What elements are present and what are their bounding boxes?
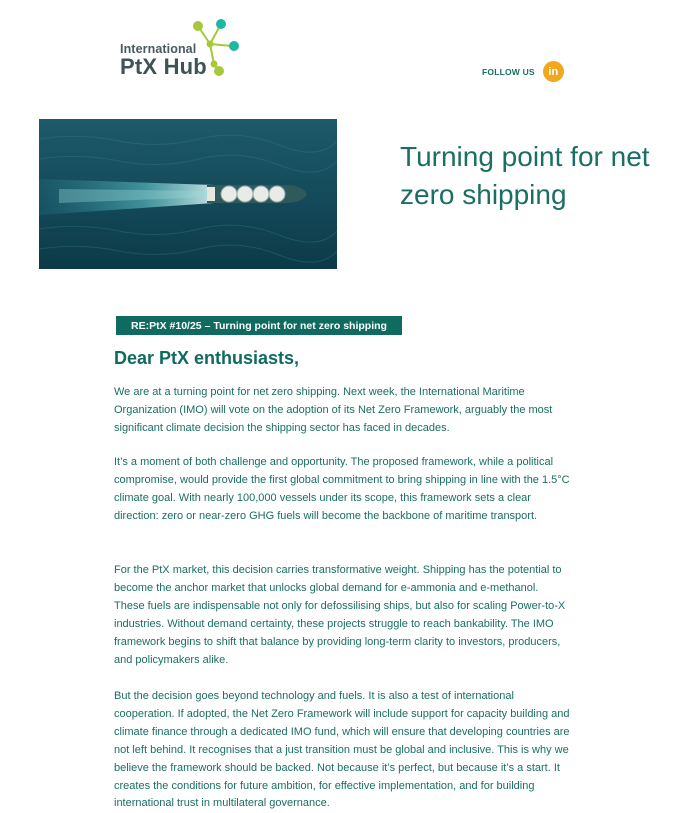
ptx-hub-logo[interactable]	[120, 18, 250, 82]
logo-text-ptx-hub: PtX Hub	[120, 54, 207, 79]
issue-banner: RE:PtX #10/25 – Turning point for net zero shipping	[116, 316, 402, 335]
follow-us-label: FOLLOW US	[482, 66, 535, 77]
logo-text-international: International	[120, 42, 197, 56]
greeting: Dear PtX enthusiasts,	[114, 348, 300, 368]
paragraph-1: We are at a turning point for net zero shipping. Next week, the International Maritime Organization (IMO) will vote on the adoption of its Net Zero Framework, arguably the most significant climate decision the shipping sector has faced in decades.	[114, 386, 553, 434]
paragraph-3: For the PtX market, this decision carries transformative weight. Shipping has the potential to become the anchor market that unlocks global demand for e-ammonia and e-methanol. These fuels are indispensable not only for defossilising ships, but also for scaling Power-to-X industries. Without demand certainty, these projects struggle to reach bankability. The IMO framework begins to shift that balance by providing long-term clarity to investors, producers, and policymakers alike.	[114, 564, 566, 666]
paragraph-4: But the decision goes beyond technology and fuels. It is also a test of international cooperation. If adopted, the Net Zero Framework will include support for capacity building and climate finance through a dedicated IMO fund, which will ensure that developing countries are not left behind. It recognises that a just transition must be global and inclusive. This is why we believe the framework should be backed. Not because it’s perfect, but because it’s a start. It creates the conditions for future ambition, for effective implementation, and for building international trust in multilateral governance.	[114, 690, 570, 810]
hero-title: Turning point for net zero shipping	[400, 141, 650, 210]
linkedin-icon-text: in	[548, 65, 559, 78]
paragraph-2: It’s a moment of both challenge and opportunity. The proposed framework, while a political compromise, would provide the first global commitment to bring shipping in line with the 1.5°C climate goal. With nearly 100,000 vessels under its scope, this framework sets a clear direction: zero or near-zero GHG fuels will become the backbone of maritime transport.	[114, 456, 570, 522]
ship-aerial-image	[39, 119, 337, 269]
follow-us	[482, 61, 564, 82]
linkedin-icon[interactable]	[543, 61, 564, 82]
